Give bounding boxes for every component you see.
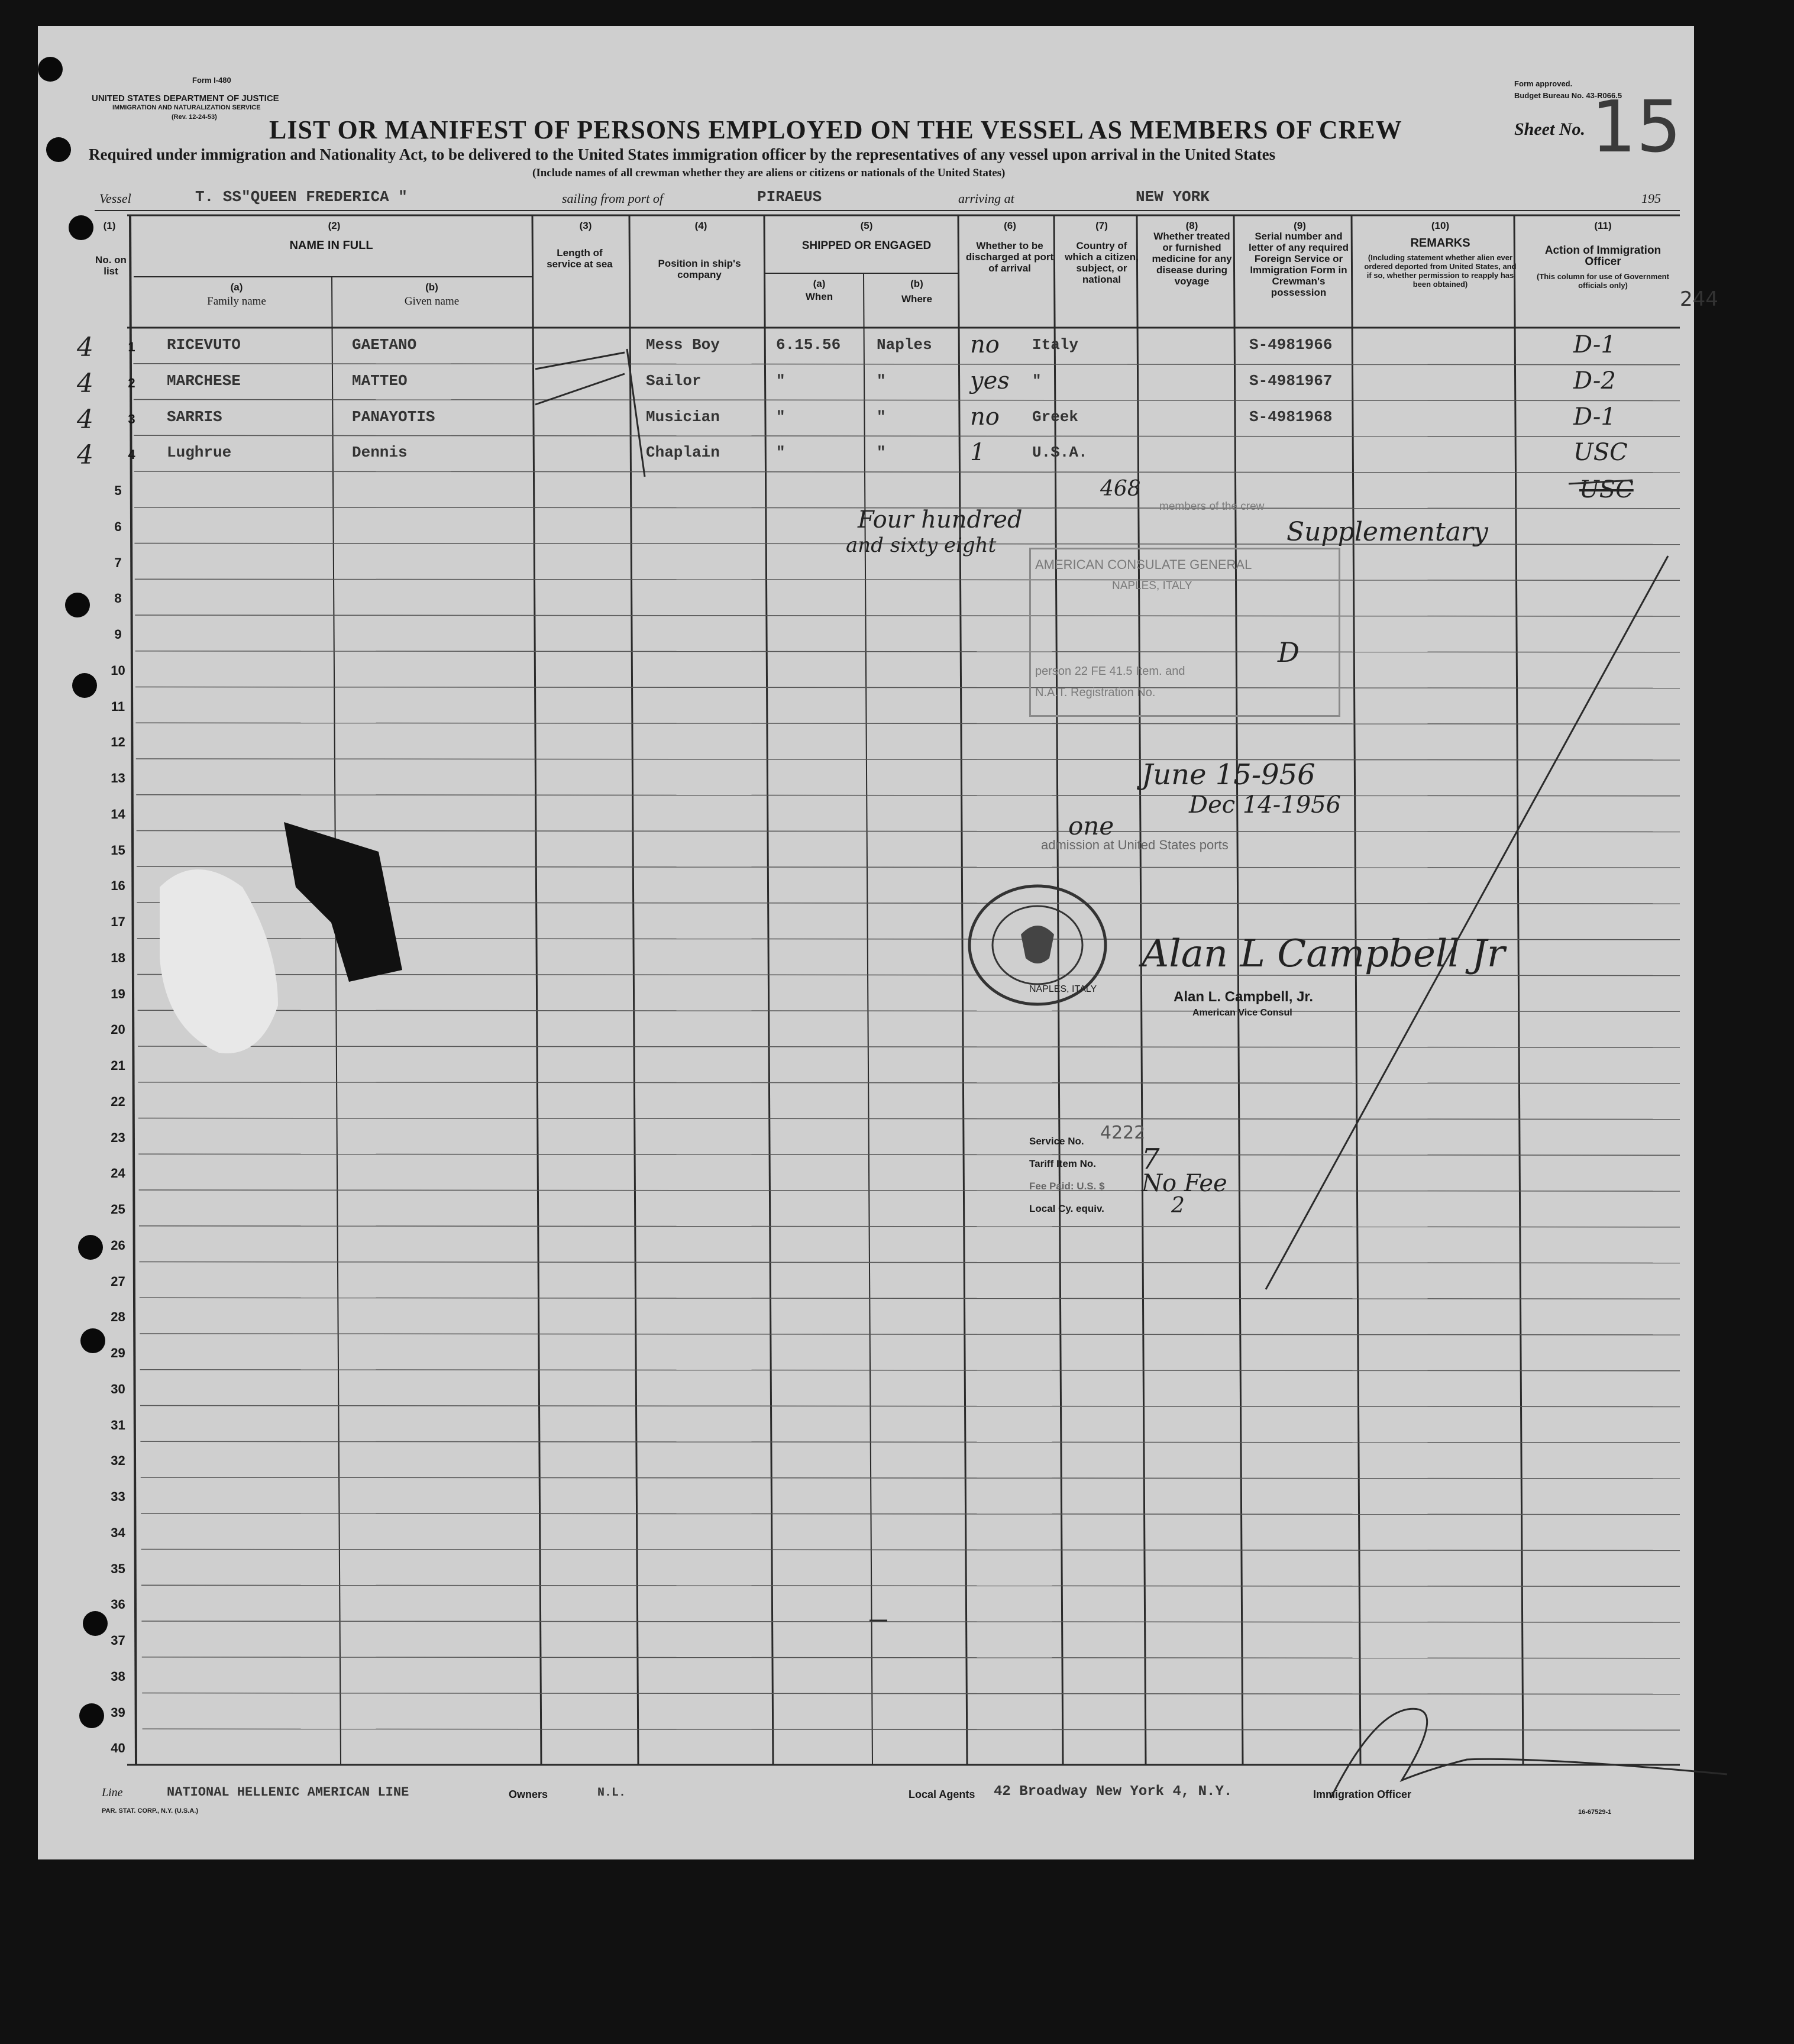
cell-discharged: yes — [970, 367, 1010, 394]
row-number: 4 — [128, 447, 135, 463]
row-number: 10 — [111, 662, 125, 678]
cell-family: MARCHESE — [167, 371, 241, 390]
cell-serial: S-4981966 — [1249, 336, 1333, 354]
sheet-number: 15 — [1591, 86, 1682, 169]
col-header-no: No. on list — [95, 254, 127, 277]
col-num-8: (8) — [1185, 220, 1198, 231]
col-num-5b: (b) — [910, 278, 923, 289]
col-num-11: (11) — [1594, 220, 1612, 231]
cell-given: MATTEO — [352, 371, 408, 390]
cell-country: Greek — [1032, 407, 1079, 426]
form-number: Form I-480 — [192, 76, 231, 85]
local-equiv-label: Local Cy. equiv. — [1029, 1203, 1104, 1214]
cell-when: " — [776, 371, 786, 390]
col-num-2b: (b) — [425, 282, 438, 293]
signer-title: American Vice Consul — [1192, 1008, 1292, 1018]
row-number: 12 — [111, 735, 125, 750]
col-header-remarks: REMARKS — [1410, 237, 1470, 250]
fee-stamp-line: person 22 FE 41.5 Item. and — [1035, 665, 1185, 678]
fee-paid-value: No Fee — [1142, 1170, 1227, 1197]
col-num-2: (2) — [328, 220, 341, 231]
row-number: 32 — [111, 1453, 125, 1469]
subtitle-note: (Include names of all crewman whether they are aliens or citizens or nationals of the United States) — [532, 167, 1006, 179]
row-number: 15 — [111, 842, 125, 858]
col-num-9: (9) — [1294, 220, 1306, 231]
row-number: 29 — [111, 1346, 125, 1360]
owners-value: N.L. — [597, 1786, 626, 1800]
col-num-1: (1) — [103, 220, 116, 231]
row-number: 21 — [111, 1058, 125, 1073]
vessel-name: T. SS"QUEEN FREDERICA " — [195, 188, 408, 206]
row-number: 3 — [128, 411, 135, 426]
seal-city: NAPLES, ITALY — [1029, 984, 1097, 994]
signer-name: Alan L. Campbell, Jr. — [1174, 989, 1314, 1005]
row-number: 17 — [111, 914, 125, 929]
cell-given: Dennis — [352, 444, 408, 462]
arriving-label: arriving at — [958, 191, 1014, 206]
col-num-5: (5) — [860, 220, 873, 231]
col-header-remarks-note: (Including statement whether alien ever ordered deported from United States, and if so, whether permission to reapply has been obtained) — [1364, 253, 1517, 289]
shipping-line: NATIONAL HELLENIC AMERICAN LINE — [167, 1785, 409, 1800]
row-number: 31 — [111, 1417, 125, 1432]
row-number: 24 — [111, 1166, 125, 1181]
row-number: 2 — [128, 375, 135, 390]
department: UNITED STATES DEPARTMENT OF JUSTICE — [92, 93, 279, 104]
col-header-serial: Serial number and letter of any required Foreign Service or Immigration Form in Crewman's possession — [1248, 231, 1349, 298]
col-header-shipped: SHIPPED OR ENGAGED — [801, 240, 932, 252]
tariff-label: Tariff Item No. — [1029, 1158, 1097, 1169]
cell-serial: S-4981967 — [1249, 371, 1333, 390]
col-header-name: NAME IN FULL — [289, 239, 373, 252]
port-of-departure: PIRAEUS — [757, 188, 822, 206]
row-number: 13 — [111, 771, 125, 785]
vice-consul-signature: Alan L Campbell Jr — [1142, 932, 1505, 976]
col-num-10: (10) — [1431, 220, 1450, 231]
cell-when: " — [776, 444, 786, 462]
row-number: 33 — [111, 1489, 125, 1504]
cell-action: D-2 — [1573, 367, 1616, 394]
col-header-discharged: Whether to be discharged at port of arrival — [965, 240, 1054, 274]
form-approved: Form approved. — [1514, 79, 1573, 88]
cell-position: Musician — [646, 407, 720, 426]
row-number: 8 — [114, 591, 122, 606]
col-num-4: (4) — [694, 220, 707, 231]
year-label: 195 — [1641, 191, 1661, 206]
row-number: 25 — [111, 1202, 125, 1217]
col-num-3: (3) — [579, 220, 592, 231]
col-num-6: (6) — [1004, 220, 1016, 231]
page-title: LIST OR MANIFEST OF PERSONS EMPLOYED ON THE VESSEL AS MEMBERS OF CREW — [269, 115, 1402, 144]
col-header-service: Length of service at sea — [547, 247, 613, 270]
cell-when: 6.15.56 — [776, 336, 841, 354]
cell-country: U.S.A. — [1032, 444, 1088, 462]
crew-count-number: 468 — [1100, 477, 1141, 501]
registration-stamp-line: N.A.T. Registration No. — [1035, 686, 1156, 699]
row-number: 34 — [111, 1525, 125, 1540]
one-entry: one — [1068, 811, 1114, 840]
row-number: 11 — [111, 698, 125, 714]
row-number: 27 — [111, 1273, 125, 1289]
col-header-medicine: Whether treated or furnished medicine for any disease during voyage — [1152, 231, 1232, 287]
cell-discharged: no — [970, 403, 1000, 431]
row-number: 5 — [114, 483, 122, 498]
row-number: 22 — [111, 1094, 125, 1109]
col-header-position: Position in ship's company — [658, 258, 741, 280]
cell-discharged: no — [970, 331, 1000, 358]
row-number: 37 — [111, 1633, 125, 1648]
row-number: 39 — [111, 1705, 125, 1720]
cell-family: SARRIS — [167, 407, 222, 426]
margin-tally: 4 — [77, 368, 93, 399]
service-no-value: 4222 — [1100, 1123, 1146, 1143]
cell-where: " — [877, 407, 886, 426]
col-header-where: Where — [901, 293, 932, 305]
local-agents-label: Local Agents — [909, 1789, 975, 1800]
row-number: 20 — [111, 1022, 125, 1037]
col-header-action: Action of Immigration Officer — [1544, 244, 1662, 268]
fee-paid-label: Fee Paid: U.S. $ — [1029, 1181, 1105, 1192]
printer-imprint: PAR. STAT. CORP., N.Y. (U.S.A.) — [102, 1807, 198, 1815]
local-equiv-value: 2 — [1171, 1194, 1185, 1218]
row-number: 19 — [111, 986, 125, 1001]
immigration-officer-label: Immigration Officer — [1313, 1789, 1412, 1800]
row-number: 40 — [111, 1741, 125, 1756]
col-header-when: When — [805, 291, 833, 302]
service-no-label: Service No. — [1029, 1136, 1084, 1147]
service: IMMIGRATION AND NATURALIZATION SERVICE — [112, 104, 261, 111]
sheet-label: Sheet No. — [1514, 119, 1585, 139]
cell-action: USC — [1573, 439, 1628, 467]
cell-when: " — [776, 407, 786, 426]
margin-tally: 4 — [77, 440, 93, 471]
consulate-stamp: AMERICAN CONSULATE GENERAL — [1035, 557, 1252, 572]
row-number: 6 — [114, 519, 122, 534]
line-label: Line — [102, 1786, 123, 1799]
members-stamp-text: members of the crew — [1159, 500, 1265, 513]
col-num-7: (7) — [1095, 220, 1108, 231]
row-number: 28 — [111, 1309, 125, 1325]
row-number: 35 — [111, 1561, 125, 1576]
row-number: 38 — [111, 1668, 125, 1684]
row-number: 26 — [111, 1237, 125, 1253]
cell-position: Chaplain — [646, 444, 720, 462]
cell-action: D-1 — [1573, 403, 1616, 431]
row-number: 9 — [114, 627, 122, 642]
col-header-given: Given name — [404, 295, 460, 308]
margin-number: 244 — [1680, 287, 1718, 311]
crew-count-words: Four hundred — [858, 506, 1023, 533]
form-code: 16-67529-1 — [1578, 1809, 1612, 1816]
col-header-country: Country of which a citizen, subject, or national — [1065, 240, 1139, 285]
row-number: 23 — [111, 1130, 125, 1145]
row-number: 18 — [111, 950, 125, 965]
row-number: 1 — [128, 339, 135, 354]
sailing-label: sailing from port of — [562, 191, 663, 206]
cell-family: Lughrue — [167, 444, 232, 462]
margin-tally: 4 — [77, 332, 93, 363]
margin-tally: 4 — [77, 404, 93, 435]
cell-position: Sailor — [646, 371, 702, 390]
admission-text: admission at United States ports — [1041, 837, 1229, 852]
consulate-city: NAPLES, ITALY — [1112, 580, 1192, 592]
supplementary-note: Supplementary — [1286, 517, 1488, 547]
revision: (Rev. 12-24-53) — [172, 114, 217, 121]
subtitle: Required under immigration and Nationality Act, to be delivered to the United States immigration officer by the representatives of any vessel upon arrival in the United States — [89, 145, 1276, 163]
cell-where: " — [877, 444, 886, 462]
row-number: 36 — [111, 1597, 125, 1612]
local-agents-value: 42 Broadway New York 4, N.Y. — [994, 1784, 1233, 1800]
action-extra: USC — [1579, 476, 1634, 503]
row-number: 14 — [111, 806, 125, 822]
cell-where: " — [877, 371, 886, 390]
cell-position: Mess Boy — [646, 336, 720, 354]
port-of-arrival: NEW YORK — [1136, 188, 1210, 206]
row-number: 30 — [111, 1381, 125, 1396]
cell-family: RICEVUTO — [167, 336, 241, 354]
crew-count-words-2: and sixty eight — [846, 533, 997, 557]
col-header-action-note: (This column for use of Government officials only) — [1537, 272, 1669, 290]
cell-country: " — [1032, 371, 1042, 390]
cell-where: Naples — [877, 336, 932, 354]
date-entry-2: Dec 14-1956 — [1189, 791, 1342, 819]
col-num-2a: (a) — [230, 282, 243, 293]
handwritten-d: D — [1278, 636, 1300, 668]
col-header-family: Family name — [207, 295, 266, 308]
date-entry-1: June 15-956 — [1142, 758, 1315, 791]
col-num-5a: (a) — [813, 278, 826, 289]
cell-action: D-1 — [1573, 331, 1616, 358]
cell-serial: S-4981968 — [1249, 407, 1333, 426]
vessel-label: Vessel — [99, 191, 131, 206]
tariff-value: 7 — [1142, 1143, 1160, 1176]
cell-discharged: 1 — [970, 439, 985, 467]
row-number: 7 — [114, 555, 122, 570]
cell-given: GAETANO — [352, 336, 417, 354]
row-number: 16 — [111, 878, 125, 894]
cell-country: Italy — [1032, 336, 1079, 354]
budget-bureau: Budget Bureau No. 43-R066.5 — [1514, 91, 1622, 100]
cell-given: PANAYOTIS — [352, 407, 435, 426]
owners-label: Owners — [509, 1789, 548, 1800]
